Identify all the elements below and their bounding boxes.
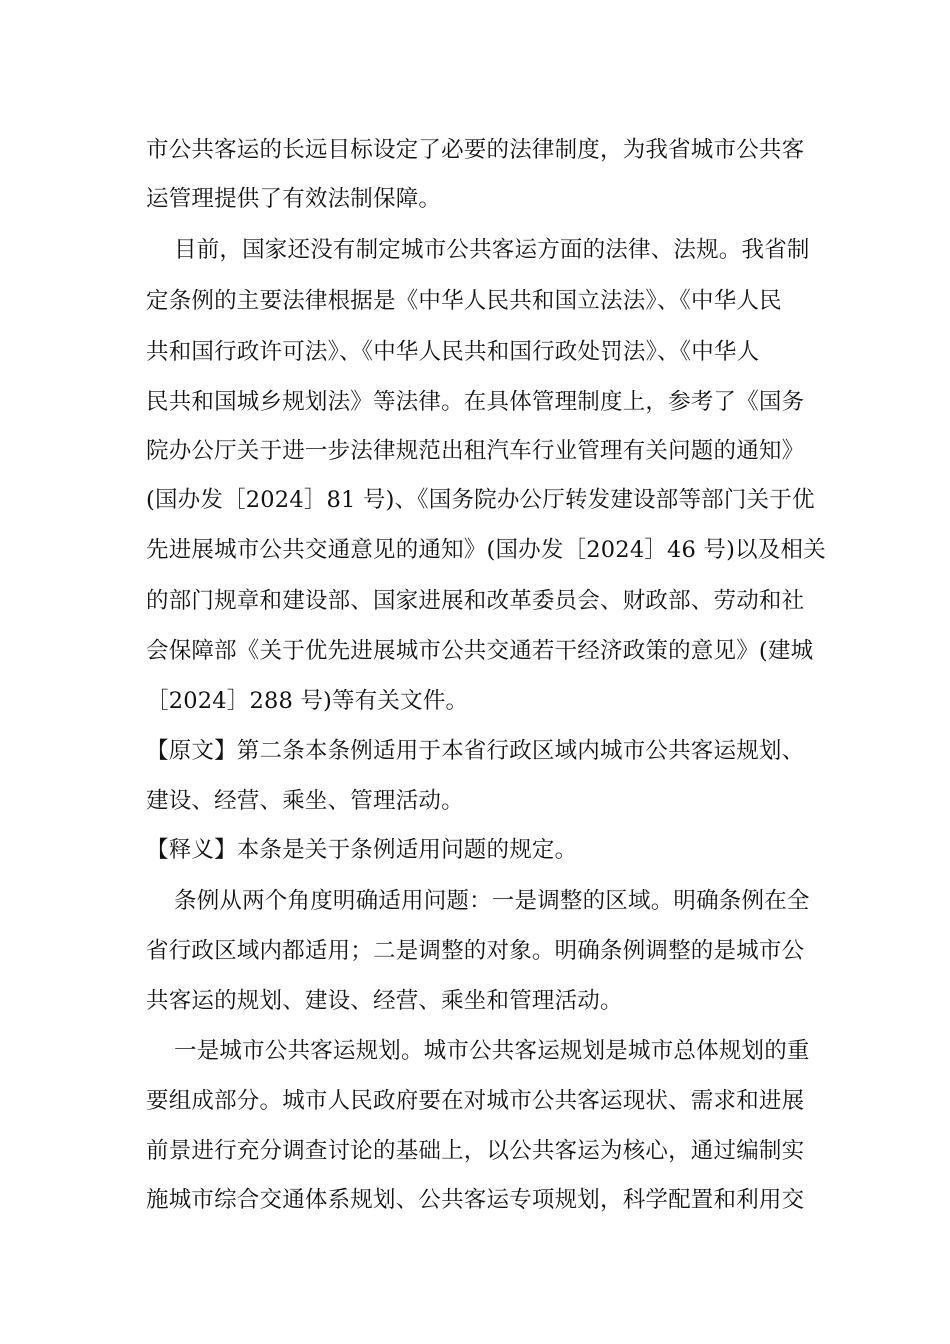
text-line-8: (国办发［2024］81 号)、《国务院办公厅转发建设部等部门关于优	[146, 487, 815, 513]
text-line-14: 建设、经营、乘坐、管理活动。	[146, 788, 464, 814]
text-line-15: 【释义】本条是关于条例适用问题的规定。	[146, 837, 578, 863]
text-line-17: 省行政区域内都适用；二是调整的对象。明确条例调整的是城市公	[146, 938, 805, 964]
text-line-13: 【原文】第二条本条例适用于本省行政区域内城市公共客运规划、	[146, 738, 805, 764]
text-line-6: 民共和国城乡规划法》等法律。在具体管理制度上，参考了《国务	[146, 389, 805, 415]
text-line-5: 共和国行政许可法》、《中华人民共和国行政处罚法》、《中华人	[146, 339, 760, 365]
text-line-22: 施城市综合交通体系规划、公共客运专项规划，科学配置和利用交	[146, 1187, 805, 1213]
text-line-10: 的部门规章和建设部、国家进展和改革委员会、财政部、劳动和社	[146, 588, 805, 614]
text-line-21: 前景进行充分调查讨论的基础上，以公共客运为核心，通过编制实	[146, 1138, 805, 1164]
text-line-20: 要组成部分。城市人民政府要在对城市公共客运现状、需求和进展	[146, 1088, 805, 1114]
text-line-19: 一是城市公共客运规划。城市公共客运规划是城市总体规划的重	[174, 1038, 810, 1064]
text-line-11: 会保障部《关于优先进展城市公共交通若干经济政策的意见》(建城	[146, 638, 814, 664]
text-line-16: 条例从两个角度明确适用问题：一是调整的区域。明确条例在全	[174, 888, 810, 914]
text-line-2: 运管理提供了有效法制保障。	[146, 186, 442, 212]
text-line-4: 定条例的主要法律根据是《中华人民共和国立法法》、《中华人民	[146, 288, 782, 314]
text-line-3: 目前，国家还没有制定城市公共客运方面的法律、法规。我省制	[174, 237, 810, 263]
text-line-1: 市公共客运的长远目标设定了必要的法律制度，为我省城市公共客	[146, 137, 805, 163]
text-line-9: 先进展城市公共交通意见的通知》(国办发［2024］46 号)以及相关	[146, 537, 826, 563]
text-line-18: 共客运的规划、建设、经营、乘坐和管理活动。	[146, 988, 623, 1014]
text-line-7: 院办公厅关于进一步法律规范出租汽车行业管理有关问题的通知》	[146, 438, 805, 464]
text-line-12: ［2024］288 号)等有关文件。	[146, 688, 469, 714]
